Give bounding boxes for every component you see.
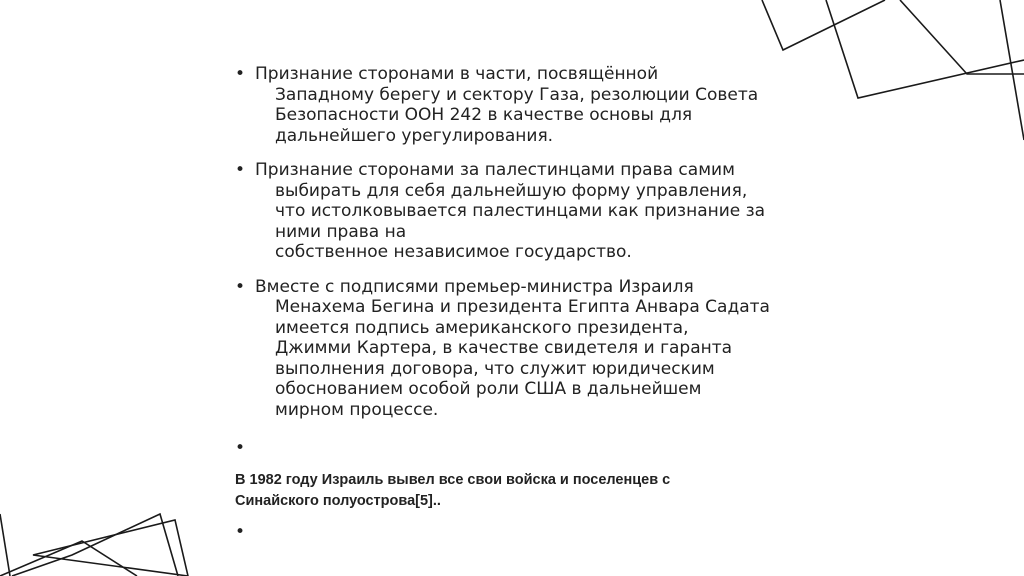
- bullet-item: [233, 160, 813, 263]
- deco-line-bottom-3: [0, 514, 10, 576]
- bullet-list: [233, 64, 813, 434]
- bullet-line: дальнейшего урегулирования.: [275, 125, 554, 146]
- bullet-dot: •: [235, 276, 246, 297]
- bullet-line: мирном процессе.: [275, 399, 439, 420]
- deco-line-top-4: [1000, 0, 1024, 140]
- bullet-dot: •: [235, 64, 246, 84]
- bullet-line: Менахема Бегина и президента Египта Анвара Садата: [275, 297, 770, 317]
- bullet-line: выбирать для себя дальнейшую форму управления,: [275, 180, 748, 201]
- empty-bullet: •: [235, 522, 246, 542]
- deco-line-bottom-2: [12, 514, 178, 576]
- deco-line-top-1: [762, 0, 885, 50]
- bullet-dot: •: [235, 160, 246, 180]
- bullet-item: [233, 64, 813, 146]
- bold-paragraph-line: В 1982 году Израиль вывел все свои войска и поселенцев с: [235, 472, 671, 488]
- bullet-line: собственное независимое государство.: [275, 242, 632, 262]
- deco-line-bottom-1: [0, 541, 137, 576]
- bold-paragraph-line: Синайского полуострова[5]..: [235, 493, 441, 509]
- bullet-line: имеется подпись американского президента,: [275, 317, 689, 338]
- empty-bullet: •: [235, 438, 246, 458]
- bullet-first-line: Признание сторонами за палестинцами права самим: [255, 160, 735, 180]
- bullet-line: ними права на: [275, 221, 407, 242]
- bold-paragraph: [235, 470, 795, 512]
- bullet-first-line: Вместе с подписями премьер-министра Израиля: [255, 276, 694, 297]
- bullet-line: что истолковывается палестинцами как признание за: [275, 201, 766, 221]
- bullet-line: Безопасности ООН 242 в качестве основы для: [275, 105, 693, 125]
- bullet-line: Западному берегу и сектору Газа, резолюции Совета: [275, 84, 759, 105]
- deco-line-top-3: [900, 0, 1024, 74]
- bullet-item: [233, 277, 813, 421]
- bullet-line: выполнения договора, что служит юридическим: [275, 358, 715, 379]
- bullet-line: Джимми Картера, в качестве свидетеля и гаранта: [275, 338, 733, 358]
- bullet-first-line: Признание сторонами в части, посвящённой: [255, 64, 659, 84]
- bullet-line: обоснованием особой роли США в дальнейшем: [275, 379, 702, 399]
